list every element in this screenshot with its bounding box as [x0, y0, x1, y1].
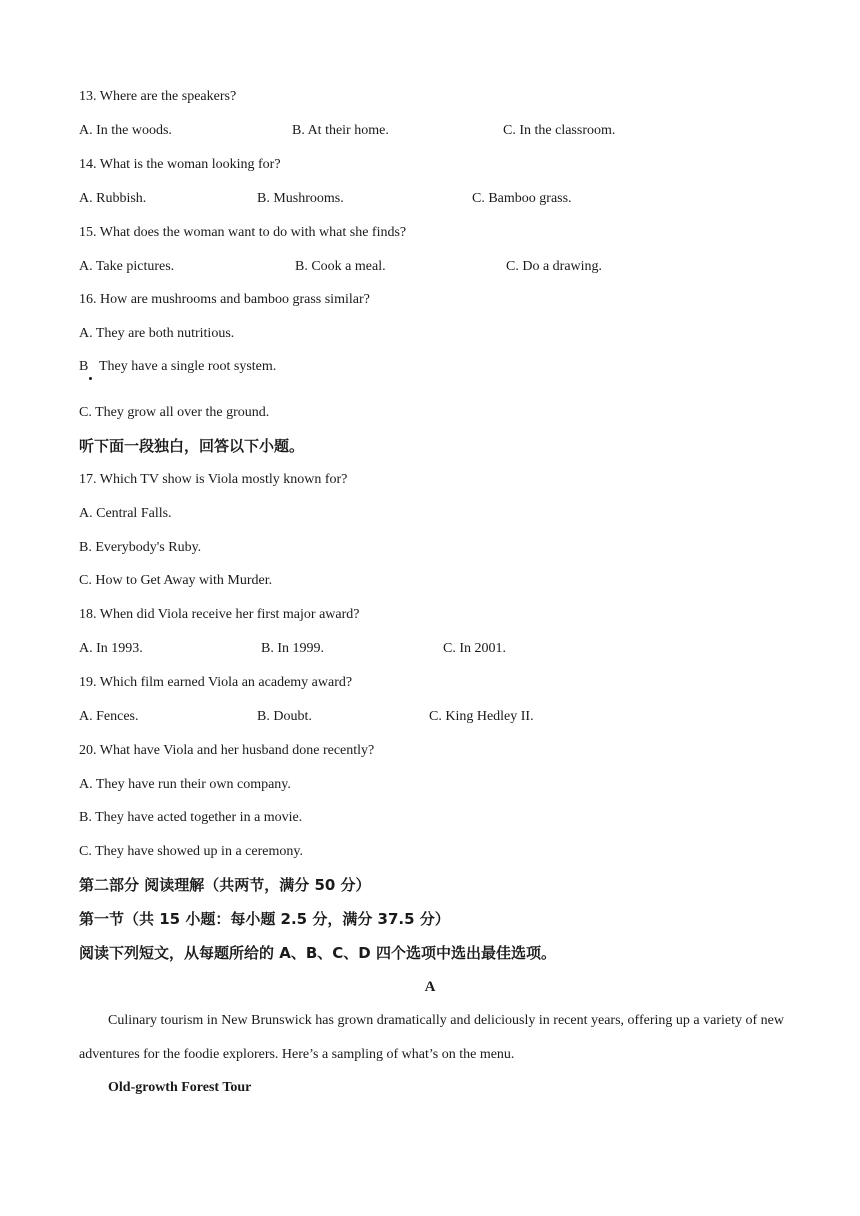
option-dot-mark: [89, 377, 92, 380]
question-17-option-b: B. Everybody's Ruby.: [79, 540, 202, 555]
question-18-stem: 18. When did Viola receive her first major award?: [79, 607, 360, 622]
question-16-option-b-text: They have a single root system.: [99, 359, 277, 374]
question-20-option-c: C. They have showed up in a ceremony.: [79, 844, 303, 859]
question-13-stem: 13. Where are the speakers?: [79, 89, 237, 104]
question-15-option-a: A. Take pictures.: [79, 259, 175, 274]
question-16-option-b-letter: B: [79, 359, 89, 374]
question-20-option-a: A. They have run their own company.: [79, 777, 291, 792]
question-17-option-c: C. How to Get Away with Murder.: [79, 573, 273, 588]
question-16-option-c: C. They grow all over the ground.: [79, 405, 270, 420]
question-20-stem: 20. What have Viola and her husband done recently?: [79, 743, 375, 758]
question-20-option-b: B. They have acted together in a movie.: [79, 810, 303, 825]
question-19-stem: 19. Which film earned Viola an academy award?: [79, 675, 353, 690]
question-18-option-c: C. In 2001.: [443, 641, 506, 656]
question-13-option-b: B. At their home.: [292, 123, 389, 138]
question-19-option-a: A. Fences.: [79, 709, 139, 724]
reading-instruction: 阅读下列短文，从每题所给的 A、B、C、D 四个选项中选出最佳选项。: [79, 944, 556, 962]
question-17-option-a: A. Central Falls.: [79, 506, 172, 521]
passage-paragraph: Culinary tourism in New Brunswick has grown dramatically and deliciously in recent years, offering up a variety of new adventures for the foodie explorers. Here’s a sampling of what’s on the menu.: [79, 1013, 784, 1062]
question-15-stem: 15. What does the woman want to do with what she finds?: [79, 225, 407, 240]
question-15-option-c: C. Do a drawing.: [506, 259, 603, 274]
question-15-option-b: B. Cook a meal.: [295, 259, 386, 274]
passage-letter: A: [424, 979, 436, 995]
question-13-option-a: A. In the woods.: [79, 123, 172, 138]
part2-title: 第二部分 阅读理解（共两节，满分 50 分）: [79, 876, 371, 894]
question-18-option-a: A. In 1993.: [79, 641, 143, 656]
question-14-stem: 14. What is the woman looking for?: [79, 157, 281, 172]
question-18-option-b: B. In 1999.: [261, 641, 324, 656]
question-14-option-a: A. Rubbish.: [79, 191, 147, 206]
question-19-option-b: B. Doubt.: [257, 709, 312, 724]
question-16-stem: 16. How are mushrooms and bamboo grass similar?: [79, 292, 370, 307]
passage-subheading: Old-growth Forest Tour: [108, 1080, 252, 1095]
question-17-stem: 17. Which TV show is Viola mostly known for?: [79, 472, 348, 487]
question-14-option-c: C. Bamboo grass.: [472, 191, 572, 206]
section1-title: 第一节（共 15 小题：每小题 2.5 分，满分 37.5 分）: [79, 910, 450, 928]
monologue-instruction: 听下面一段独白，回答以下小题。: [79, 437, 305, 455]
question-14-option-b: B. Mushrooms.: [257, 191, 344, 206]
question-13-option-c: C. In the classroom.: [503, 123, 616, 138]
question-16-option-a: A. They are both nutritious.: [79, 326, 235, 341]
question-19-option-c: C. King Hedley II.: [429, 709, 534, 724]
